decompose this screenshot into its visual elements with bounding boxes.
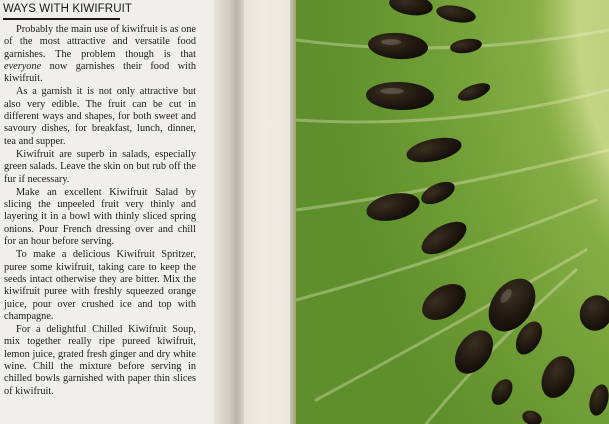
facing-page-margin — [244, 0, 290, 424]
emphasis-everyone: everyone — [4, 60, 42, 72]
article-body — [4, 24, 196, 399]
kiwifruit-closeup-image — [296, 0, 609, 424]
paragraph-spritzer: To make a delicious Kiwifruit Spritzer, puree some kiwifruit, taking care to keep the seeds intact otherwise they are bitter. Mix the kiwifruit puree with freshly squeezed orange juice, pour over crushed ice and top with champagne. — [4, 249, 196, 322]
paragraph-chilled-soup: For a delightful Chilled Kiwifruit Soup, mix together really ripe pureed kiwifruit, lemon juice, grated fresh ginger and dry white wine. Chill the mixture before serving in chilled bowls garnished with paper thin slices of kiwifruit. — [4, 324, 196, 397]
page-gutter — [214, 0, 244, 424]
text-page — [0, 0, 214, 424]
paragraph-garnish-edible: As a garnish it is not only attractive but also very edible. The fruit can be cut in different ways and shapes, for both sweet and savoury dishes, for breakfast, lunch, dinner, tea and supper. — [4, 86, 196, 147]
article-heading: WAYS WITH KIWIFRUIT — [3, 3, 120, 20]
paragraph-salads: Kiwifruit are superb in salads, especially green salads. Leave the skin on but rub off the fur if necessary. — [4, 148, 196, 185]
paragraph-kiwifruit-salad: Make an excellent Kiwifruit Salad by slicing the unpeeled fruit very thinly and layering it in a bowl with thinly sliced spring onions. Pour French dressing over and chill for an hour before serving. — [4, 186, 196, 248]
kiwifruit-photo — [296, 0, 609, 424]
paragraph-garnish-intro: Probably the main use of kiwifruit is as one of the most attractive and versatile food garnishes. The problem though is that everyone now garnishes their food with kiwifruit. — [4, 24, 196, 85]
